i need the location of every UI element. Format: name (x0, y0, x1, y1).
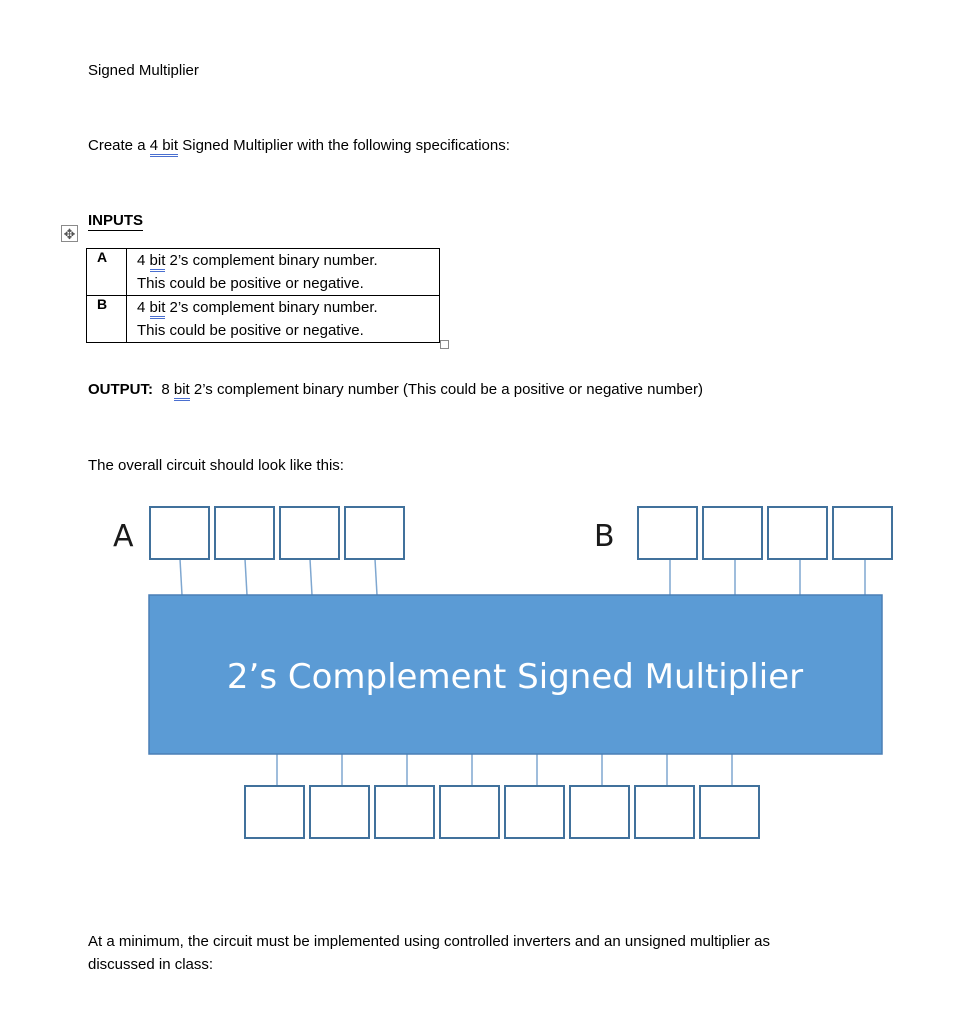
intro-before: Create a (88, 137, 150, 154)
table-move-icon[interactable]: ✥ (61, 225, 78, 242)
desc-b-line2: This could be positive or negative. (137, 322, 364, 339)
document-title: Signed Multiplier (88, 62, 199, 79)
closing-line-2: discussed in class: (88, 956, 214, 973)
output-bit-box (635, 786, 694, 838)
output-bit-boxes (245, 786, 759, 838)
multiplier-label: 2’s Complement Signed Multiplier (226, 657, 804, 697)
inputs-heading: INPUTS (88, 212, 144, 229)
input-a-wire (375, 559, 377, 595)
input-wires (180, 559, 865, 595)
output-bit-box (440, 786, 499, 838)
input-b-bit-box (833, 507, 892, 559)
desc-b-rest: 2’s complement binary number. (165, 299, 378, 316)
output-bit-box (375, 786, 434, 838)
output-bit-box (505, 786, 564, 838)
input-a-wire (245, 559, 247, 595)
input-a-bit-boxes (150, 507, 404, 559)
input-a-bit-box (345, 507, 404, 559)
output-bit-box (700, 786, 759, 838)
intro-after: Signed Multiplier with the following specifications: (178, 137, 510, 154)
input-b-bit-boxes (638, 507, 892, 559)
output-label: OUTPUT: (88, 381, 153, 398)
output-spell: bit (174, 381, 190, 401)
input-label-a: A (87, 249, 127, 296)
input-b-bit-box (703, 507, 762, 559)
desc-a-line2: This could be positive or negative. (137, 275, 364, 292)
output-bit-box (245, 786, 304, 838)
input-a-label: A (113, 519, 134, 554)
output-wires (277, 754, 732, 786)
desc-a-spell: bit (150, 252, 166, 272)
output-bit-box (310, 786, 369, 838)
input-b-bit-box (638, 507, 697, 559)
input-b-bit-box (768, 507, 827, 559)
diagram-intro: The overall circuit should look like this: (88, 457, 344, 474)
closing-line-1: At a minimum, the circuit must be implemented using controlled inverters and an unsigned multiplier as (88, 933, 770, 950)
desc-a-prefix: 4 (137, 252, 150, 269)
intro-spell-word: 4 bit (150, 137, 178, 157)
input-a-bit-box (280, 507, 339, 559)
output-prefix: 8 (153, 381, 174, 398)
desc-b-prefix: 4 (137, 299, 150, 316)
desc-a-rest: 2’s complement binary number. (165, 252, 378, 269)
input-label-b: B (87, 296, 127, 343)
desc-b-spell: bit (150, 299, 166, 319)
input-a-wire (180, 559, 182, 595)
input-a-bit-box (150, 507, 209, 559)
input-b-label: B (594, 519, 615, 554)
output-rest: 2’s complement binary number (This could be a positive or negative number) (189, 381, 704, 398)
input-a-bit-box (215, 507, 274, 559)
output-bit-box (570, 786, 629, 838)
input-a-wire (310, 559, 312, 595)
